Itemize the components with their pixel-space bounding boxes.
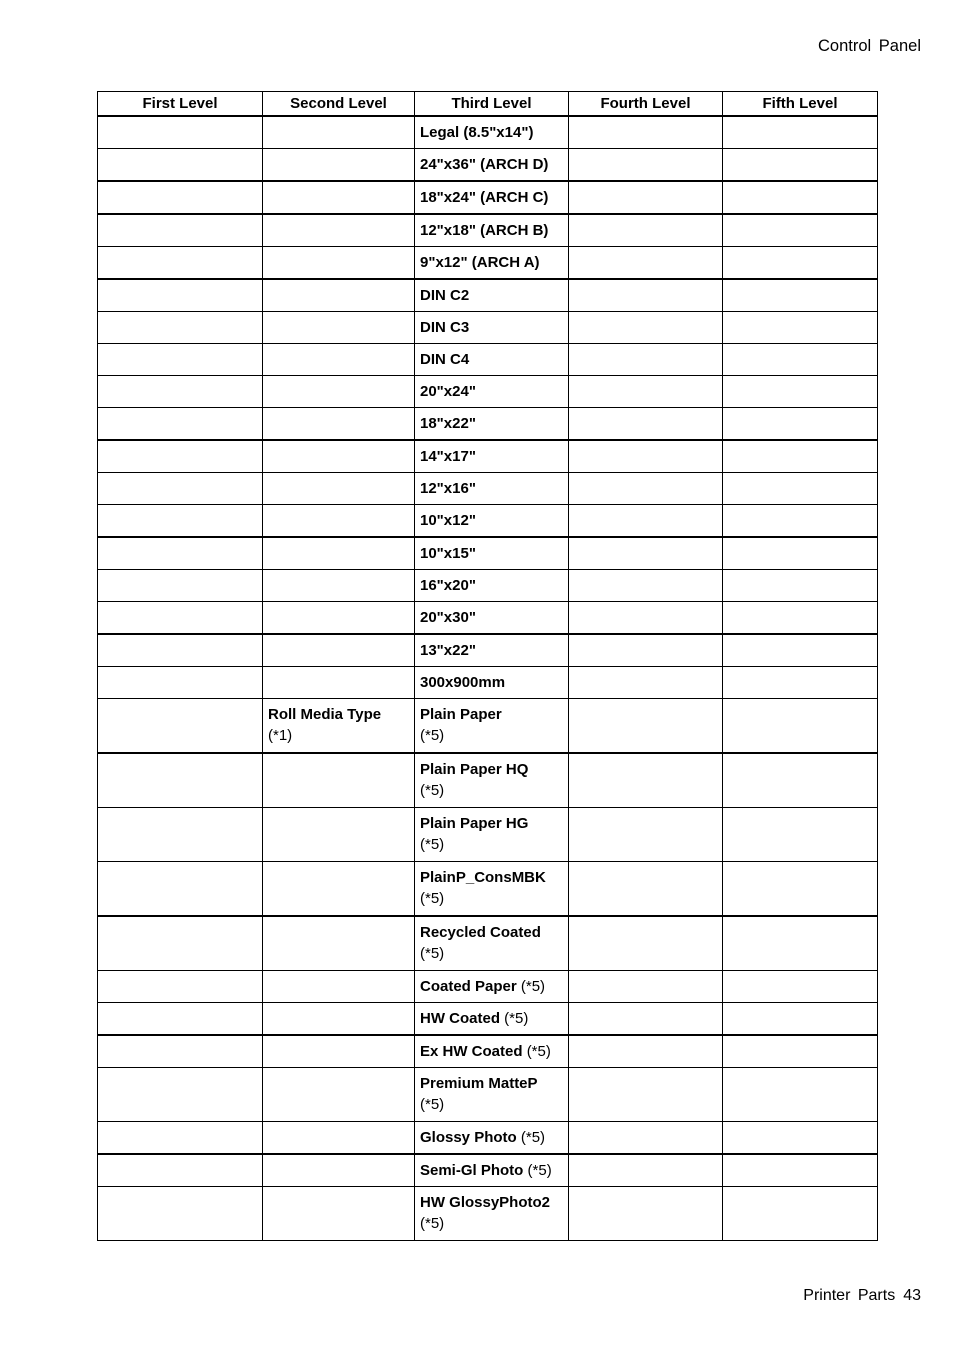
cell-third-level (415, 634, 569, 667)
cell-fourth-level (569, 753, 723, 808)
third-level-label: 12"x18" (ARCH B) (420, 222, 549, 239)
cell-fifth-level (723, 440, 878, 473)
table-row (98, 149, 878, 182)
third-level-label: Plain Paper HQ (420, 761, 529, 778)
cell-third-level (415, 344, 569, 376)
cell-third-level (415, 408, 569, 441)
cell-fifth-level (723, 1003, 878, 1036)
third-level-label: Coated Paper (420, 978, 517, 995)
cell-second-level (263, 116, 415, 149)
cell-second-level (263, 440, 415, 473)
cell-fourth-level (569, 505, 723, 538)
third-level-label: 12"x16" (420, 480, 476, 497)
table-row (98, 214, 878, 247)
cell-third-level (415, 1003, 569, 1036)
cell-third-level (415, 808, 569, 862)
cell-third-level (415, 971, 569, 1003)
table-row (98, 1003, 878, 1036)
cell-first-level (98, 1068, 263, 1122)
cell-first-level (98, 1035, 263, 1068)
third-level-label: Plain Paper (420, 706, 502, 723)
cell-fifth-level (723, 247, 878, 280)
cell-third-level (415, 440, 569, 473)
cell-third-level (415, 1187, 569, 1241)
third-level-label: Glossy Photo (420, 1129, 517, 1146)
cell-first-level (98, 1154, 263, 1187)
third-level-footnote: (*5) (420, 727, 445, 744)
cell-fourth-level (569, 1035, 723, 1068)
cell-second-level (263, 537, 415, 570)
table-row (98, 344, 878, 376)
third-level-footnote: (*5) (420, 945, 445, 962)
cell-fifth-level (723, 312, 878, 344)
cell-second-level (263, 1154, 415, 1187)
running-header: Control Panel (818, 37, 921, 55)
third-level-label: DIN C2 (420, 287, 470, 304)
cell-fourth-level (569, 473, 723, 505)
cell-first-level (98, 1003, 263, 1036)
page-number: 43 (903, 1287, 921, 1304)
table-body (98, 116, 878, 1241)
cell-first-level (98, 247, 263, 280)
table-row (98, 279, 878, 312)
cell-second-level (263, 667, 415, 699)
cell-fourth-level (569, 344, 723, 376)
cell-fourth-level (569, 602, 723, 635)
cell-fifth-level (723, 634, 878, 667)
third-level-label: Legal (8.5"x14") (420, 124, 534, 141)
cell-fourth-level (569, 1122, 723, 1155)
cell-third-level (415, 1035, 569, 1068)
cell-second-level (263, 699, 415, 754)
cell-second-level (263, 214, 415, 247)
cell-first-level (98, 537, 263, 570)
third-level-label: 18"x24" (ARCH C) (420, 189, 549, 206)
cell-third-level (415, 753, 569, 808)
third-level-label: 16"x20" (420, 577, 476, 594)
table-row (98, 602, 878, 635)
cell-first-level (98, 602, 263, 635)
third-level-footnote: (*5) (527, 1162, 552, 1179)
page-footer (803, 1287, 921, 1305)
cell-fourth-level (569, 916, 723, 971)
cell-fifth-level (723, 1035, 878, 1068)
cell-third-level (415, 505, 569, 538)
cell-fourth-level (569, 312, 723, 344)
cell-fifth-level (723, 699, 878, 754)
third-level-label: PlainP_ConsMBK (420, 869, 546, 886)
cell-first-level (98, 808, 263, 862)
menu-hierarchy-table (97, 91, 878, 1241)
table-row (98, 312, 878, 344)
third-level-label: Premium MatteP (420, 1075, 538, 1092)
cell-fourth-level (569, 537, 723, 570)
cell-fourth-level (569, 181, 723, 214)
cell-fifth-level (723, 181, 878, 214)
cell-fifth-level (723, 376, 878, 408)
table-row (98, 862, 878, 917)
cell-first-level (98, 473, 263, 505)
column-header-first-level: First Level (98, 92, 263, 117)
third-level-label: HW GlossyPhoto2 (420, 1194, 551, 1211)
cell-second-level (263, 808, 415, 862)
table-row (98, 971, 878, 1003)
cell-second-level (263, 916, 415, 971)
cell-fifth-level (723, 1122, 878, 1155)
third-level-footnote: (*5) (526, 1043, 551, 1060)
cell-fifth-level (723, 602, 878, 635)
cell-fifth-level (723, 971, 878, 1003)
cell-fourth-level (569, 247, 723, 280)
cell-first-level (98, 667, 263, 699)
cell-first-level (98, 916, 263, 971)
third-level-footnote: (*5) (420, 890, 445, 907)
cell-fourth-level (569, 408, 723, 441)
column-header-third-level: Third Level (415, 92, 569, 117)
cell-fourth-level (569, 149, 723, 182)
cell-third-level (415, 537, 569, 570)
cell-first-level (98, 862, 263, 917)
column-header-fourth-level: Fourth Level (569, 92, 723, 117)
cell-first-level (98, 376, 263, 408)
third-level-label: 10"x12" (420, 512, 476, 529)
table-row (98, 916, 878, 971)
cell-first-level (98, 181, 263, 214)
cell-first-level (98, 279, 263, 312)
column-header-fifth-level: Fifth Level (723, 92, 878, 117)
third-level-label: 13"x22" (420, 642, 476, 659)
cell-fifth-level (723, 505, 878, 538)
table-row (98, 116, 878, 149)
cell-fifth-level (723, 214, 878, 247)
cell-fifth-level (723, 667, 878, 699)
cell-fourth-level (569, 667, 723, 699)
cell-fourth-level (569, 376, 723, 408)
cell-second-level (263, 634, 415, 667)
cell-third-level (415, 181, 569, 214)
cell-first-level (98, 699, 263, 754)
cell-fifth-level (723, 473, 878, 505)
second-level-footnote: (*1) (268, 727, 293, 744)
cell-fifth-level (723, 862, 878, 917)
footer-section: Printer Parts (803, 1287, 896, 1304)
cell-second-level (263, 1068, 415, 1122)
cell-first-level (98, 149, 263, 182)
cell-first-level (98, 116, 263, 149)
cell-fourth-level (569, 634, 723, 667)
column-header-second-level: Second Level (263, 92, 415, 117)
third-level-label: 18"x22" (420, 415, 476, 432)
third-level-footnote: (*5) (420, 836, 445, 853)
cell-second-level (263, 344, 415, 376)
cell-second-level (263, 408, 415, 441)
cell-fourth-level (569, 699, 723, 754)
cell-third-level (415, 279, 569, 312)
third-level-label: 24"x36" (ARCH D) (420, 156, 549, 173)
table-row (98, 376, 878, 408)
table-row (98, 808, 878, 862)
third-level-label: 20"x24" (420, 383, 476, 400)
cell-second-level (263, 1122, 415, 1155)
cell-fourth-level (569, 214, 723, 247)
cell-second-level (263, 1035, 415, 1068)
cell-first-level (98, 570, 263, 602)
third-level-label: 9"x12" (ARCH A) (420, 254, 540, 271)
cell-second-level (263, 971, 415, 1003)
cell-fifth-level (723, 116, 878, 149)
cell-first-level (98, 971, 263, 1003)
cell-second-level (263, 312, 415, 344)
cell-fifth-level (723, 279, 878, 312)
cell-third-level (415, 149, 569, 182)
cell-fourth-level (569, 862, 723, 917)
third-level-footnote: (*5) (420, 782, 445, 799)
cell-third-level (415, 312, 569, 344)
table-row (98, 1154, 878, 1187)
cell-fifth-level (723, 753, 878, 808)
cell-third-level (415, 602, 569, 635)
cell-second-level (263, 181, 415, 214)
table-header-row (98, 92, 878, 117)
cell-fifth-level (723, 916, 878, 971)
cell-third-level (415, 214, 569, 247)
cell-fifth-level (723, 570, 878, 602)
table-row (98, 753, 878, 808)
cell-third-level (415, 570, 569, 602)
table-row (98, 1068, 878, 1122)
table-row (98, 1187, 878, 1241)
cell-fourth-level (569, 570, 723, 602)
cell-first-level (98, 344, 263, 376)
cell-third-level (415, 473, 569, 505)
third-level-label: HW Coated (420, 1010, 500, 1027)
cell-second-level (263, 149, 415, 182)
cell-fourth-level (569, 440, 723, 473)
cell-first-level (98, 214, 263, 247)
cell-fifth-level (723, 149, 878, 182)
cell-second-level (263, 247, 415, 280)
cell-second-level (263, 862, 415, 917)
cell-fifth-level (723, 808, 878, 862)
table-row (98, 505, 878, 538)
table-row (98, 667, 878, 699)
third-level-footnote: (*5) (420, 1096, 445, 1113)
third-level-label: DIN C4 (420, 351, 470, 368)
cell-first-level (98, 440, 263, 473)
table-row (98, 537, 878, 570)
cell-third-level (415, 1068, 569, 1122)
cell-fifth-level (723, 537, 878, 570)
third-level-label: Recycled Coated (420, 924, 541, 941)
table-row (98, 473, 878, 505)
table-row (98, 247, 878, 280)
cell-third-level (415, 1122, 569, 1155)
cell-first-level (98, 408, 263, 441)
third-level-footnote: (*5) (520, 978, 546, 995)
table-row (98, 570, 878, 602)
third-level-footnote: (*5) (504, 1010, 529, 1027)
third-level-label: 14"x17" (420, 448, 476, 465)
cell-first-level (98, 634, 263, 667)
third-level-label: 10"x15" (420, 545, 476, 562)
cell-fourth-level (569, 279, 723, 312)
cell-first-level (98, 505, 263, 538)
third-level-label: Ex HW Coated (420, 1043, 523, 1060)
second-level-label: Roll Media Type (268, 706, 382, 723)
third-level-label: Semi-Gl Photo (420, 1162, 524, 1179)
cell-fourth-level (569, 116, 723, 149)
cell-fourth-level (569, 1068, 723, 1122)
table-row (98, 699, 878, 754)
cell-first-level (98, 753, 263, 808)
table-row (98, 181, 878, 214)
table-row (98, 1122, 878, 1155)
cell-second-level (263, 1003, 415, 1036)
cell-fifth-level (723, 1154, 878, 1187)
cell-third-level (415, 699, 569, 754)
cell-second-level (263, 1187, 415, 1241)
cell-third-level (415, 247, 569, 280)
cell-fifth-level (723, 408, 878, 441)
cell-second-level (263, 376, 415, 408)
cell-second-level (263, 505, 415, 538)
cell-third-level (415, 862, 569, 917)
cell-fourth-level (569, 971, 723, 1003)
cell-fifth-level (723, 344, 878, 376)
cell-first-level (98, 1187, 263, 1241)
cell-first-level (98, 1122, 263, 1155)
cell-third-level (415, 916, 569, 971)
third-level-label: Plain Paper HG (420, 815, 529, 832)
third-level-footnote: (*5) (520, 1129, 546, 1146)
cell-third-level (415, 667, 569, 699)
cell-first-level (98, 312, 263, 344)
cell-fourth-level (569, 1003, 723, 1036)
third-level-footnote: (*5) (420, 1215, 445, 1232)
table-row (98, 440, 878, 473)
third-level-label: 300x900mm (420, 674, 506, 691)
cell-second-level (263, 279, 415, 312)
cell-fourth-level (569, 1154, 723, 1187)
cell-second-level (263, 602, 415, 635)
cell-third-level (415, 116, 569, 149)
cell-fourth-level (569, 1187, 723, 1241)
cell-fourth-level (569, 808, 723, 862)
cell-third-level (415, 376, 569, 408)
cell-fifth-level (723, 1187, 878, 1241)
table-row (98, 1035, 878, 1068)
third-level-label: 20"x30" (420, 609, 476, 626)
cell-fifth-level (723, 1068, 878, 1122)
cell-second-level (263, 473, 415, 505)
cell-second-level (263, 570, 415, 602)
cell-second-level (263, 753, 415, 808)
table-row (98, 408, 878, 441)
cell-third-level (415, 1154, 569, 1187)
third-level-label: DIN C3 (420, 319, 470, 336)
table-row (98, 634, 878, 667)
